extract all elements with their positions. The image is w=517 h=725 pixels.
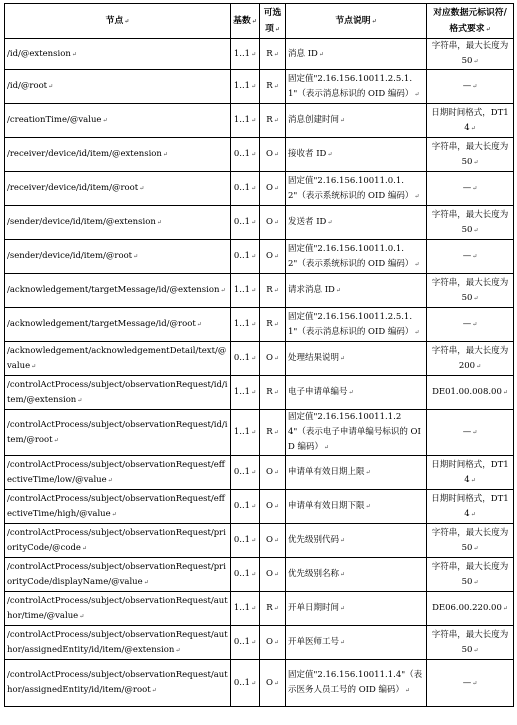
table-cell-node: /controlActProcess/subject/observationRequest/author/assignedEntity/id/item/@root↵ <box>5 660 231 707</box>
table-cell-node: /controlActProcess/subject/observationRequest/id/item/@extension↵ <box>5 376 231 410</box>
table-cell-description: 申请单有效日期上限↵ <box>286 456 427 490</box>
table-row <box>5 240 514 274</box>
table-cell-optional: O↵ <box>260 490 286 524</box>
table-row <box>5 70 514 104</box>
table-cell-description: 申请单有效日期下限↵ <box>286 490 427 524</box>
table-row <box>5 39 514 70</box>
table-cell-cardinality: 1..1↵ <box>231 376 260 410</box>
table-row <box>5 626 514 660</box>
table-cell-format: —↵ <box>427 308 514 342</box>
table-cell-cardinality: 1..1↵ <box>231 410 260 456</box>
table-cell-optional: R↵ <box>260 376 286 410</box>
table-cell-optional: O↵ <box>260 524 286 558</box>
table-cell-optional: R↵ <box>260 104 286 138</box>
table-cell-description: 发送者 ID↵ <box>286 206 427 240</box>
table-cell-node: /receiver/device/id/item/@root↵ <box>5 172 231 206</box>
table-cell-format: 日期时间格式，DT14↵ <box>427 104 514 138</box>
table-cell-cardinality: 1..1↵ <box>231 274 260 308</box>
table-cell-description: 接收者 ID↵ <box>286 138 427 172</box>
table-cell-node: /id/@extension↵ <box>5 39 231 70</box>
table-cell-description: 电子申请单编号↵ <box>286 376 427 410</box>
table-row <box>5 172 514 206</box>
table-cell-optional: R↵ <box>260 39 286 70</box>
table-cell-optional: R↵ <box>260 274 286 308</box>
table-cell-optional: R↵ <box>260 308 286 342</box>
table-cell-description: 固定值"2.16.156.10011.1.24"（表示电子申请单编号标识的 OID 编码）↵ <box>286 410 427 456</box>
table-cell-cardinality: 0..1↵ <box>231 172 260 206</box>
table-cell-node: /acknowledgement/targetMessage/id/@root↵ <box>5 308 231 342</box>
table-cell-format: 字符串，最大长度为 50↵ <box>427 138 514 172</box>
table-cell-cardinality: 0..1↵ <box>231 524 260 558</box>
table-cell-format: —↵ <box>427 70 514 104</box>
table-cell-cardinality: 1..1↵ <box>231 104 260 138</box>
table-cell-format: —↵ <box>427 660 514 707</box>
table-cell-cardinality: 1..1↵ <box>231 39 260 70</box>
header-cardinality: 基数↵ <box>231 4 260 39</box>
table-cell-description: 优先级别代码↵ <box>286 524 427 558</box>
table-cell-description: 请求消息 ID↵ <box>286 274 427 308</box>
table-cell-format: 字符串，最大长度为 50↵ <box>427 274 514 308</box>
table-cell-cardinality: 1..1↵ <box>231 592 260 626</box>
table-cell-description: 消息 ID↵ <box>286 39 427 70</box>
table-cell-cardinality: 0..1↵ <box>231 626 260 660</box>
table-cell-optional: O↵ <box>260 206 286 240</box>
table-cell-format: —↵ <box>427 410 514 456</box>
table-cell-node: /acknowledgement/acknowledgementDetail/text/@value↵ <box>5 342 231 376</box>
table-cell-format: 日期时间格式，DT14↵ <box>427 490 514 524</box>
table-cell-description: 固定值"2.16.156.10011.0.1.2"（表示系统标识的 OID 编码）↵ <box>286 240 427 274</box>
table-cell-format: 字符串，最大长度为 200↵ <box>427 342 514 376</box>
table-cell-node: /controlActProcess/subject/observationRequest/effectiveTime/low/@value↵ <box>5 456 231 490</box>
table-cell-description: 处理结果说明↵ <box>286 342 427 376</box>
table-cell-cardinality: 0..1↵ <box>231 138 260 172</box>
table-cell-node: /controlActProcess/subject/observationRequest/author/time/@value↵ <box>5 592 231 626</box>
table-cell-format: 字符串，最大长度为 50↵ <box>427 626 514 660</box>
table-row <box>5 376 514 410</box>
table-cell-node: /sender/device/id/item/@root↵ <box>5 240 231 274</box>
table-cell-description: 开单日期时间↵ <box>286 592 427 626</box>
table-row <box>5 490 514 524</box>
table-cell-optional: O↵ <box>260 456 286 490</box>
table-cell-description: 优先级别名称↵ <box>286 558 427 592</box>
table-cell-optional: R↵ <box>260 70 286 104</box>
table-cell-format: —↵ <box>427 240 514 274</box>
table-row <box>5 104 514 138</box>
table-body <box>5 39 514 707</box>
table-row <box>5 456 514 490</box>
table-cell-description: 固定值"2.16.156.10011.1.4"（表示医务人员工号的 OID 编码）↵ <box>286 660 427 707</box>
table-cell-cardinality: 0..1↵ <box>231 240 260 274</box>
table-cell-description: 消息创建时间↵ <box>286 104 427 138</box>
table-cell-node: /acknowledgement/targetMessage/id/@extension↵ <box>5 274 231 308</box>
table-cell-cardinality: 0..1↵ <box>231 558 260 592</box>
table-cell-optional: O↵ <box>260 172 286 206</box>
table-cell-cardinality: 1..1↵ <box>231 70 260 104</box>
table-cell-description: 开单医师工号↵ <box>286 626 427 660</box>
table-cell-node: /controlActProcess/subject/observationRequest/id/item/@root↵ <box>5 410 231 456</box>
table-cell-cardinality: 1..1↵ <box>231 308 260 342</box>
node-spec-table <box>4 3 514 707</box>
table-row <box>5 524 514 558</box>
table-row <box>5 274 514 308</box>
table-cell-format: DE06.00.220.00↵ <box>427 592 514 626</box>
table-cell-optional: O↵ <box>260 558 286 592</box>
table-cell-optional: R↵ <box>260 592 286 626</box>
table-row <box>5 206 514 240</box>
table-row <box>5 558 514 592</box>
table-cell-optional: O↵ <box>260 138 286 172</box>
header-optional: 可选项↵ <box>260 4 286 39</box>
table-cell-description: 固定值"2.16.156.10011.2.5.1.1"（表示消息标识的 OID 编码）↵ <box>286 70 427 104</box>
table-row <box>5 138 514 172</box>
table-cell-format: DE01.00.008.00↵ <box>427 376 514 410</box>
table-cell-node: /controlActProcess/subject/observationRequest/author/assignedEntity/id/item/@extension↵ <box>5 626 231 660</box>
table-cell-node: /controlActProcess/subject/observationRequest/priorityCode/displayName/@value↵ <box>5 558 231 592</box>
table-cell-cardinality: 0..1↵ <box>231 660 260 707</box>
table-row <box>5 410 514 456</box>
header-node: 节点↵ <box>5 4 231 39</box>
table-row <box>5 660 514 707</box>
table-cell-optional: O↵ <box>260 660 286 707</box>
table-cell-format: 字符串，最大长度为 50↵ <box>427 558 514 592</box>
table-cell-node: /id/@root↵ <box>5 70 231 104</box>
table-cell-node: /receiver/device/id/item/@extension↵ <box>5 138 231 172</box>
table-header-row <box>5 4 514 39</box>
table-cell-description: 固定值"2.16.156.10011.2.5.1.1"（表示消息标识的 OID 编码）↵ <box>286 308 427 342</box>
table-cell-description: 固定值"2.16.156.10011.0.1.2"（表示系统标识的 OID 编码）↵ <box>286 172 427 206</box>
header-description: 节点说明↵ <box>286 4 427 39</box>
table-row <box>5 592 514 626</box>
table-cell-cardinality: 0..1↵ <box>231 342 260 376</box>
table-row <box>5 308 514 342</box>
table-cell-cardinality: 0..1↵ <box>231 456 260 490</box>
table-cell-optional: O↵ <box>260 342 286 376</box>
table-cell-optional: R↵ <box>260 410 286 456</box>
table-cell-node: /sender/device/id/item/@extension↵ <box>5 206 231 240</box>
table-cell-cardinality: 0..1↵ <box>231 206 260 240</box>
table-row <box>5 342 514 376</box>
table-cell-format: —↵ <box>427 172 514 206</box>
header-format: 对应数据元标识符/格式要求↵ <box>427 4 514 39</box>
table-cell-node: /creationTime/@value↵ <box>5 104 231 138</box>
table-cell-node: /controlActProcess/subject/observationRequest/effectiveTime/high/@value↵ <box>5 490 231 524</box>
table-cell-format: 日期时间格式，DT14↵ <box>427 456 514 490</box>
table-cell-format: 字符串，最大长度为 50↵ <box>427 524 514 558</box>
table-cell-node: /controlActProcess/subject/observationRequest/priorityCode/@code↵ <box>5 524 231 558</box>
table-cell-cardinality: 0..1↵ <box>231 490 260 524</box>
table-cell-optional: O↵ <box>260 240 286 274</box>
table-cell-optional: O↵ <box>260 626 286 660</box>
table-cell-format: 字符串，最大长度为 50↵ <box>427 39 514 70</box>
table-cell-format: 字符串，最大长度为 50↵ <box>427 206 514 240</box>
